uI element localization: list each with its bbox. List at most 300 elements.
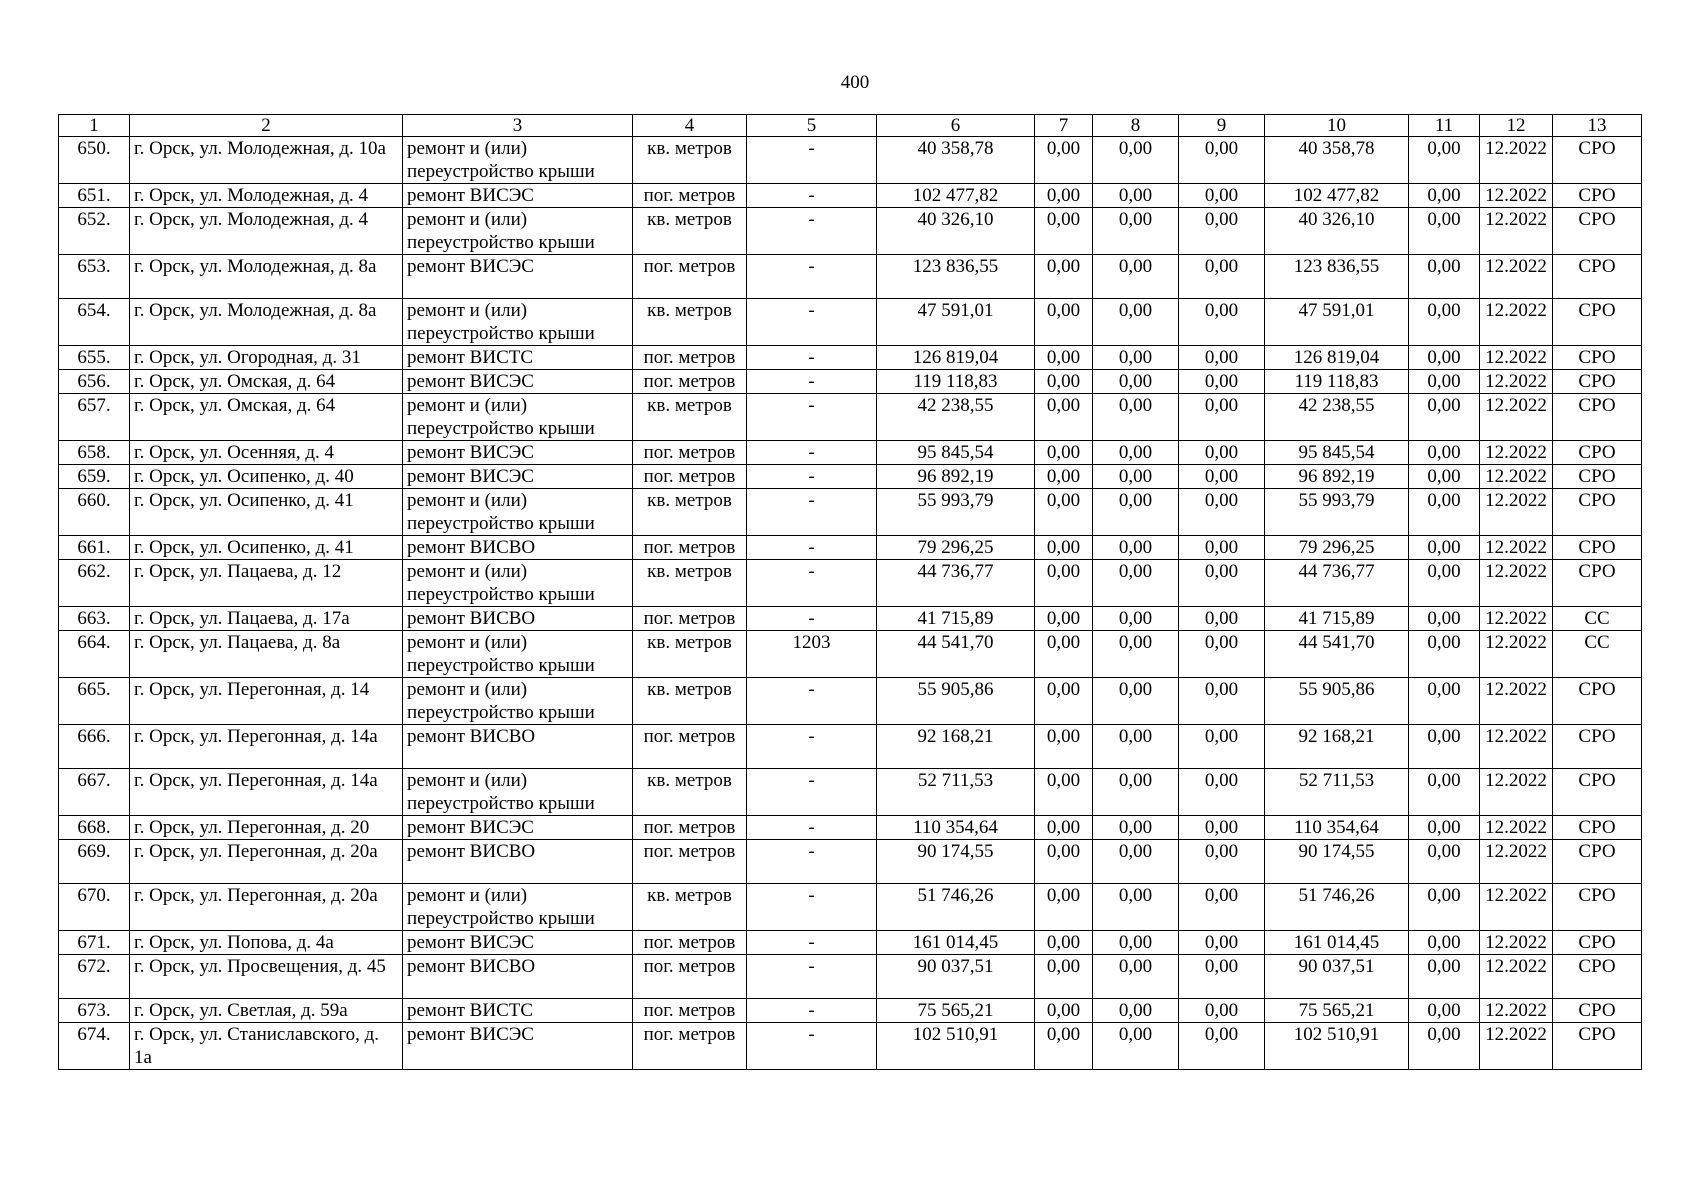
deadline-cell: 12.2022	[1480, 931, 1553, 955]
col11-cell: 0,00	[1409, 560, 1480, 607]
col7-cell: 0,00	[1035, 955, 1093, 999]
unit-cell: пог. метров	[633, 346, 747, 370]
row-number: 665.	[59, 678, 130, 725]
unit-cell: пог. метров	[633, 840, 747, 884]
col7-cell: 0,00	[1035, 678, 1093, 725]
col8-cell: 0,00	[1093, 208, 1179, 255]
deadline-cell: 12.2022	[1480, 725, 1553, 769]
col9-cell: 0,00	[1179, 678, 1265, 725]
address-cell: г. Орск, ул. Просвещения, д. 45	[130, 955, 403, 999]
method-code-cell: СРО	[1553, 884, 1642, 931]
table-row	[59, 678, 1642, 725]
table-row	[59, 184, 1642, 208]
row-number: 669.	[59, 840, 130, 884]
column-header: 13	[1553, 115, 1642, 137]
col9-cell: 0,00	[1179, 255, 1265, 299]
table-row	[59, 955, 1642, 999]
col11-cell: 0,00	[1409, 465, 1480, 489]
table-row	[59, 441, 1642, 465]
col6-amount-cell: 52 711,53	[877, 769, 1035, 816]
table-row	[59, 394, 1642, 441]
unit-cell: кв. метров	[633, 678, 747, 725]
table-row	[59, 631, 1642, 678]
unit-cell: пог. метров	[633, 370, 747, 394]
method-code-cell: СРО	[1553, 346, 1642, 370]
col11-cell: 0,00	[1409, 1023, 1480, 1070]
col8-cell: 0,00	[1093, 370, 1179, 394]
col8-cell: 0,00	[1093, 678, 1179, 725]
col11-cell: 0,00	[1409, 137, 1480, 184]
col7-cell: 0,00	[1035, 884, 1093, 931]
col9-cell: 0,00	[1179, 299, 1265, 346]
address-cell: г. Орск, ул. Молодежная, д. 8а	[130, 299, 403, 346]
address-cell: г. Орск, ул. Пацаева, д. 8а	[130, 631, 403, 678]
col6-amount-cell: 79 296,25	[877, 536, 1035, 560]
col10-amount-cell: 41 715,89	[1265, 607, 1409, 631]
address-cell: г. Орск, ул. Омская, д. 64	[130, 394, 403, 441]
unit-cell: кв. метров	[633, 394, 747, 441]
deadline-cell: 12.2022	[1480, 255, 1553, 299]
col7-cell: 0,00	[1035, 1023, 1093, 1070]
work-type-cell: ремонт ВИСВО	[403, 536, 633, 560]
col11-cell: 0,00	[1409, 884, 1480, 931]
col11-cell: 0,00	[1409, 816, 1480, 840]
method-code-cell: СРО	[1553, 536, 1642, 560]
work-type-cell: ремонт ВИСЭС	[403, 1023, 633, 1070]
work-type-cell: ремонт ВИСЭС	[403, 370, 633, 394]
col6-amount-cell: 75 565,21	[877, 999, 1035, 1023]
method-code-cell: СС	[1553, 631, 1642, 678]
deadline-cell: 12.2022	[1480, 816, 1553, 840]
address-cell: г. Орск, ул. Молодежная, д. 8а	[130, 255, 403, 299]
col7-cell: 0,00	[1035, 208, 1093, 255]
col8-cell: 0,00	[1093, 884, 1179, 931]
col6-amount-cell: 55 993,79	[877, 489, 1035, 536]
col5-cell: -	[747, 208, 877, 255]
work-type-cell: ремонт ВИСТС	[403, 999, 633, 1023]
row-number: 672.	[59, 955, 130, 999]
col10-amount-cell: 79 296,25	[1265, 536, 1409, 560]
unit-cell: пог. метров	[633, 184, 747, 208]
unit-cell: пог. метров	[633, 931, 747, 955]
unit-cell: пог. метров	[633, 1023, 747, 1070]
table-row	[59, 999, 1642, 1023]
col7-cell: 0,00	[1035, 394, 1093, 441]
col5-cell: -	[747, 255, 877, 299]
col7-cell: 0,00	[1035, 840, 1093, 884]
row-number: 673.	[59, 999, 130, 1023]
col8-cell: 0,00	[1093, 184, 1179, 208]
work-type-cell: ремонт и (или) переустройство крыши	[403, 208, 633, 255]
col6-amount-cell: 96 892,19	[877, 465, 1035, 489]
table-row	[59, 299, 1642, 346]
col11-cell: 0,00	[1409, 631, 1480, 678]
column-header: 7	[1035, 115, 1093, 137]
row-number: 657.	[59, 394, 130, 441]
col9-cell: 0,00	[1179, 184, 1265, 208]
table-row	[59, 769, 1642, 816]
col6-amount-cell: 47 591,01	[877, 299, 1035, 346]
address-cell: г. Орск, ул. Пацаева, д. 17а	[130, 607, 403, 631]
unit-cell: пог. метров	[633, 816, 747, 840]
deadline-cell: 12.2022	[1480, 489, 1553, 536]
col5-cell: -	[747, 394, 877, 441]
row-number: 654.	[59, 299, 130, 346]
column-header: 4	[633, 115, 747, 137]
deadline-cell: 12.2022	[1480, 607, 1553, 631]
deadline-cell: 12.2022	[1480, 137, 1553, 184]
method-code-cell: СС	[1553, 607, 1642, 631]
col5-cell: -	[747, 999, 877, 1023]
method-code-cell: СРО	[1553, 255, 1642, 299]
method-code-cell: СРО	[1553, 678, 1642, 725]
col9-cell: 0,00	[1179, 999, 1265, 1023]
col6-amount-cell: 119 118,83	[877, 370, 1035, 394]
col10-amount-cell: 55 905,86	[1265, 678, 1409, 725]
col11-cell: 0,00	[1409, 678, 1480, 725]
col10-amount-cell: 102 510,91	[1265, 1023, 1409, 1070]
address-cell: г. Орск, ул. Осипенко, д. 41	[130, 489, 403, 536]
table-row	[59, 346, 1642, 370]
col6-amount-cell: 126 819,04	[877, 346, 1035, 370]
row-number: 652.	[59, 208, 130, 255]
deadline-cell: 12.2022	[1480, 840, 1553, 884]
method-code-cell: СРО	[1553, 725, 1642, 769]
row-number: 661.	[59, 536, 130, 560]
col6-amount-cell: 41 715,89	[877, 607, 1035, 631]
page-number: 400	[840, 72, 870, 93]
address-cell: г. Орск, ул. Огородная, д. 31	[130, 346, 403, 370]
col8-cell: 0,00	[1093, 346, 1179, 370]
table-row	[59, 370, 1642, 394]
col10-amount-cell: 123 836,55	[1265, 255, 1409, 299]
method-code-cell: СРО	[1553, 931, 1642, 955]
method-code-cell: СРО	[1553, 999, 1642, 1023]
col8-cell: 0,00	[1093, 1023, 1179, 1070]
col7-cell: 0,00	[1035, 999, 1093, 1023]
row-number: 653.	[59, 255, 130, 299]
table-row	[59, 725, 1642, 769]
col11-cell: 0,00	[1409, 208, 1480, 255]
col7-cell: 0,00	[1035, 607, 1093, 631]
col7-cell: 0,00	[1035, 769, 1093, 816]
col10-amount-cell: 44 541,70	[1265, 631, 1409, 678]
col6-amount-cell: 102 477,82	[877, 184, 1035, 208]
col10-amount-cell: 51 746,26	[1265, 884, 1409, 931]
table-row	[59, 884, 1642, 931]
address-cell: г. Орск, ул. Перегонная, д. 20	[130, 816, 403, 840]
col9-cell: 0,00	[1179, 560, 1265, 607]
work-type-cell: ремонт и (или) переустройство крыши	[403, 884, 633, 931]
col6-amount-cell: 55 905,86	[877, 678, 1035, 725]
col5-cell: -	[747, 955, 877, 999]
col8-cell: 0,00	[1093, 816, 1179, 840]
method-code-cell: СРО	[1553, 394, 1642, 441]
unit-cell: пог. метров	[633, 999, 747, 1023]
deadline-cell: 12.2022	[1480, 208, 1553, 255]
method-code-cell: СРО	[1553, 840, 1642, 884]
col11-cell: 0,00	[1409, 725, 1480, 769]
col8-cell: 0,00	[1093, 137, 1179, 184]
deadline-cell: 12.2022	[1480, 184, 1553, 208]
deadline-cell: 12.2022	[1480, 999, 1553, 1023]
address-cell: г. Орск, ул. Перегонная, д. 20а	[130, 884, 403, 931]
col10-amount-cell: 47 591,01	[1265, 299, 1409, 346]
col8-cell: 0,00	[1093, 255, 1179, 299]
col9-cell: 0,00	[1179, 631, 1265, 678]
col7-cell: 0,00	[1035, 931, 1093, 955]
col10-amount-cell: 90 037,51	[1265, 955, 1409, 999]
col10-amount-cell: 95 845,54	[1265, 441, 1409, 465]
col5-cell: -	[747, 299, 877, 346]
method-code-cell: СРО	[1553, 208, 1642, 255]
row-number: 650.	[59, 137, 130, 184]
col10-amount-cell: 42 238,55	[1265, 394, 1409, 441]
work-type-cell: ремонт и (или) переустройство крыши	[403, 560, 633, 607]
col7-cell: 0,00	[1035, 441, 1093, 465]
table-row	[59, 137, 1642, 184]
row-number: 664.	[59, 631, 130, 678]
deadline-cell: 12.2022	[1480, 299, 1553, 346]
deadline-cell: 12.2022	[1480, 955, 1553, 999]
table-row	[59, 560, 1642, 607]
col8-cell: 0,00	[1093, 840, 1179, 884]
address-cell: г. Орск, ул. Станиславского, д. 1а	[130, 1023, 403, 1070]
col7-cell: 0,00	[1035, 346, 1093, 370]
col9-cell: 0,00	[1179, 607, 1265, 631]
work-type-cell: ремонт и (или) переустройство крыши	[403, 394, 633, 441]
table-row	[59, 607, 1642, 631]
row-number: 662.	[59, 560, 130, 607]
method-code-cell: СРО	[1553, 769, 1642, 816]
col7-cell: 0,00	[1035, 184, 1093, 208]
row-number: 674.	[59, 1023, 130, 1070]
table-row	[59, 465, 1642, 489]
unit-cell: кв. метров	[633, 208, 747, 255]
col11-cell: 0,00	[1409, 299, 1480, 346]
col8-cell: 0,00	[1093, 536, 1179, 560]
address-cell: г. Орск, ул. Перегонная, д. 14а	[130, 769, 403, 816]
deadline-cell: 12.2022	[1480, 441, 1553, 465]
col8-cell: 0,00	[1093, 631, 1179, 678]
row-number: 660.	[59, 489, 130, 536]
table-row	[59, 208, 1642, 255]
row-number: 658.	[59, 441, 130, 465]
col7-cell: 0,00	[1035, 631, 1093, 678]
work-type-cell: ремонт ВИСВО	[403, 840, 633, 884]
unit-cell: пог. метров	[633, 465, 747, 489]
address-cell: г. Орск, ул. Осипенко, д. 40	[130, 465, 403, 489]
work-type-cell: ремонт ВИСЭС	[403, 441, 633, 465]
col10-amount-cell: 55 993,79	[1265, 489, 1409, 536]
col5-cell: -	[747, 184, 877, 208]
address-cell: г. Орск, ул. Перегонная, д. 14а	[130, 725, 403, 769]
address-cell: г. Орск, ул. Осипенко, д. 41	[130, 536, 403, 560]
deadline-cell: 12.2022	[1480, 1023, 1553, 1070]
col7-cell: 0,00	[1035, 465, 1093, 489]
unit-cell: кв. метров	[633, 299, 747, 346]
col5-cell: -	[747, 678, 877, 725]
col11-cell: 0,00	[1409, 536, 1480, 560]
col5-cell: -	[747, 725, 877, 769]
col5-cell: -	[747, 769, 877, 816]
col5-cell: -	[747, 884, 877, 931]
deadline-cell: 12.2022	[1480, 370, 1553, 394]
col10-amount-cell: 75 565,21	[1265, 999, 1409, 1023]
work-type-cell: ремонт ВИСТС	[403, 346, 633, 370]
col7-cell: 0,00	[1035, 536, 1093, 560]
unit-cell: пог. метров	[633, 955, 747, 999]
unit-cell: пог. метров	[633, 607, 747, 631]
row-number: 663.	[59, 607, 130, 631]
col7-cell: 0,00	[1035, 489, 1093, 536]
row-number: 670.	[59, 884, 130, 931]
col9-cell: 0,00	[1179, 840, 1265, 884]
work-type-cell: ремонт ВИСЭС	[403, 931, 633, 955]
unit-cell: кв. метров	[633, 137, 747, 184]
method-code-cell: СРО	[1553, 299, 1642, 346]
col8-cell: 0,00	[1093, 931, 1179, 955]
table-row	[59, 816, 1642, 840]
col10-amount-cell: 92 168,21	[1265, 725, 1409, 769]
table-row	[59, 1023, 1642, 1070]
col9-cell: 0,00	[1179, 346, 1265, 370]
method-code-cell: СРО	[1553, 955, 1642, 999]
row-number: 671.	[59, 931, 130, 955]
col11-cell: 0,00	[1409, 370, 1480, 394]
col8-cell: 0,00	[1093, 955, 1179, 999]
method-code-cell: СРО	[1553, 441, 1642, 465]
column-header: 3	[403, 115, 633, 137]
work-type-cell: ремонт и (или) переустройство крыши	[403, 769, 633, 816]
col9-cell: 0,00	[1179, 137, 1265, 184]
col10-amount-cell: 96 892,19	[1265, 465, 1409, 489]
col11-cell: 0,00	[1409, 607, 1480, 631]
deadline-cell: 12.2022	[1480, 769, 1553, 816]
col9-cell: 0,00	[1179, 489, 1265, 536]
column-header: 1	[59, 115, 130, 137]
table-row	[59, 536, 1642, 560]
address-cell: г. Орск, ул. Молодежная, д. 10а	[130, 137, 403, 184]
col9-cell: 0,00	[1179, 725, 1265, 769]
col9-cell: 0,00	[1179, 884, 1265, 931]
col10-amount-cell: 161 014,45	[1265, 931, 1409, 955]
address-cell: г. Орск, ул. Осенняя, д. 4	[130, 441, 403, 465]
col5-cell: -	[747, 346, 877, 370]
work-type-cell: ремонт ВИСЭС	[403, 184, 633, 208]
col9-cell: 0,00	[1179, 931, 1265, 955]
work-type-cell: ремонт и (или) переустройство крыши	[403, 489, 633, 536]
column-header: 2	[130, 115, 403, 137]
col9-cell: 0,00	[1179, 441, 1265, 465]
row-number: 666.	[59, 725, 130, 769]
col7-cell: 0,00	[1035, 560, 1093, 607]
col6-amount-cell: 40 358,78	[877, 137, 1035, 184]
work-type-cell: ремонт ВИСЭС	[403, 255, 633, 299]
col6-amount-cell: 110 354,64	[877, 816, 1035, 840]
unit-cell: кв. метров	[633, 560, 747, 607]
col8-cell: 0,00	[1093, 725, 1179, 769]
col5-cell: -	[747, 931, 877, 955]
col10-amount-cell: 40 358,78	[1265, 137, 1409, 184]
col5-cell: -	[747, 840, 877, 884]
address-cell: г. Орск, ул. Попова, д. 4а	[130, 931, 403, 955]
col6-amount-cell: 90 037,51	[877, 955, 1035, 999]
method-code-cell: СРО	[1553, 489, 1642, 536]
col11-cell: 0,00	[1409, 346, 1480, 370]
col6-amount-cell: 51 746,26	[877, 884, 1035, 931]
table-body	[59, 137, 1642, 1070]
col9-cell: 0,00	[1179, 465, 1265, 489]
col5-cell: -	[747, 1023, 877, 1070]
col9-cell: 0,00	[1179, 208, 1265, 255]
column-header: 10	[1265, 115, 1409, 137]
col10-amount-cell: 126 819,04	[1265, 346, 1409, 370]
unit-cell: кв. метров	[633, 489, 747, 536]
method-code-cell: СРО	[1553, 560, 1642, 607]
col8-cell: 0,00	[1093, 394, 1179, 441]
address-cell: г. Орск, ул. Перегонная, д. 14	[130, 678, 403, 725]
col11-cell: 0,00	[1409, 489, 1480, 536]
unit-cell: пог. метров	[633, 255, 747, 299]
column-header: 12	[1480, 115, 1553, 137]
col6-amount-cell: 92 168,21	[877, 725, 1035, 769]
work-type-cell: ремонт ВИСВО	[403, 955, 633, 999]
deadline-cell: 12.2022	[1480, 346, 1553, 370]
col6-amount-cell: 90 174,55	[877, 840, 1035, 884]
deadline-cell: 12.2022	[1480, 631, 1553, 678]
col8-cell: 0,00	[1093, 560, 1179, 607]
col6-amount-cell: 95 845,54	[877, 441, 1035, 465]
col11-cell: 0,00	[1409, 769, 1480, 816]
row-number: 655.	[59, 346, 130, 370]
col5-cell: -	[747, 536, 877, 560]
col5-cell: -	[747, 489, 877, 536]
table-row	[59, 931, 1642, 955]
col8-cell: 0,00	[1093, 769, 1179, 816]
col6-amount-cell: 44 541,70	[877, 631, 1035, 678]
unit-cell: кв. метров	[633, 884, 747, 931]
address-cell: г. Орск, ул. Перегонная, д. 20а	[130, 840, 403, 884]
address-cell: г. Орск, ул. Омская, д. 64	[130, 370, 403, 394]
col9-cell: 0,00	[1179, 1023, 1265, 1070]
method-code-cell: СРО	[1553, 137, 1642, 184]
col5-cell: -	[747, 465, 877, 489]
work-type-cell: ремонт и (или) переустройство крыши	[403, 631, 633, 678]
deadline-cell: 12.2022	[1480, 678, 1553, 725]
unit-cell: пог. метров	[633, 725, 747, 769]
work-type-cell: ремонт ВИСВО	[403, 607, 633, 631]
col8-cell: 0,00	[1093, 299, 1179, 346]
address-cell: г. Орск, ул. Молодежная, д. 4	[130, 184, 403, 208]
col11-cell: 0,00	[1409, 999, 1480, 1023]
col8-cell: 0,00	[1093, 489, 1179, 536]
col10-amount-cell: 110 354,64	[1265, 816, 1409, 840]
col5-cell: -	[747, 441, 877, 465]
method-code-cell: СРО	[1553, 816, 1642, 840]
row-number: 651.	[59, 184, 130, 208]
col7-cell: 0,00	[1035, 137, 1093, 184]
col5-cell: -	[747, 370, 877, 394]
col7-cell: 0,00	[1035, 299, 1093, 346]
col9-cell: 0,00	[1179, 955, 1265, 999]
deadline-cell: 12.2022	[1480, 560, 1553, 607]
column-header: 8	[1093, 115, 1179, 137]
col5-cell: -	[747, 816, 877, 840]
column-header: 5	[747, 115, 877, 137]
col5-cell: -	[747, 607, 877, 631]
address-cell: г. Орск, ул. Светлая, д. 59а	[130, 999, 403, 1023]
